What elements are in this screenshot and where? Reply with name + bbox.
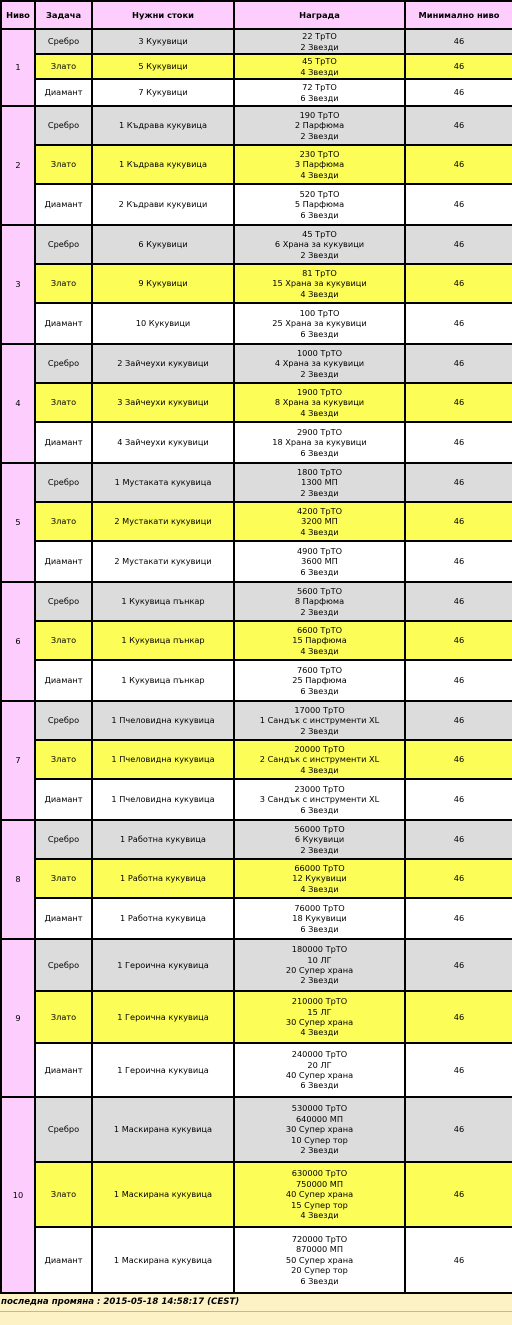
reward-line: 20000 ТрТО — [294, 743, 345, 754]
reward-line: 240000 ТрТО — [291, 1049, 348, 1060]
goods-cell: 1 Кукувица пънкар — [92, 582, 234, 621]
min-level-cell: 46 — [405, 582, 512, 621]
reward-line: 76000 ТрТО — [294, 902, 345, 913]
reward-cell — [234, 1227, 405, 1293]
task-cell: Злато — [35, 1162, 92, 1227]
reward-line: 50 Супер храна — [285, 1254, 354, 1265]
reward-cell — [234, 225, 405, 264]
table-body — [1, 29, 512, 1293]
min-level-cell: 46 — [405, 422, 512, 463]
reward-line: 2 Звезди — [300, 1145, 339, 1156]
goods-cell: 1 Мустаката кукувица — [92, 463, 234, 502]
reward-line: 20 ЛГ — [307, 1059, 332, 1070]
reward-line: 210000 ТрТО — [291, 996, 348, 1007]
reward-line: 30 Супер храна — [285, 1017, 354, 1027]
reward-line: 630000 ТрТО — [291, 1168, 348, 1179]
goods-cell: 5 Кукувици — [92, 54, 234, 79]
min-level-cell: 46 — [405, 29, 512, 54]
table-row — [1, 54, 512, 79]
min-level-cell: 46 — [405, 184, 512, 225]
table-row — [1, 422, 512, 463]
reward-line: 6600 ТрТО — [296, 624, 343, 635]
reward-line: 15 Храна за кукувици — [272, 278, 367, 289]
reward-cell — [234, 779, 405, 820]
min-level-cell: 46 — [405, 779, 512, 820]
table-row — [1, 106, 512, 145]
table-row — [1, 303, 512, 344]
reward-cell — [234, 383, 405, 422]
reward-line: 4 Звезди — [300, 1027, 339, 1038]
goods-cell: 1 Героична кукувица — [92, 939, 234, 991]
reward-line: 8 Храна за кукувици — [274, 397, 365, 408]
reward-line: 6 Звезди — [300, 1080, 339, 1091]
table-row — [1, 1162, 512, 1227]
goods-cell: 2 Къдрави кукувици — [92, 184, 234, 225]
reward-cell — [234, 1097, 405, 1162]
goods-cell: 6 Кукувици — [92, 225, 234, 264]
reward-line: 3200 МП — [301, 516, 338, 527]
goods-cell: 1 Маскирана кукувица — [92, 1162, 234, 1227]
reward-cell — [234, 582, 405, 621]
level-cell: 1 — [1, 29, 35, 106]
task-cell: Злато — [35, 145, 92, 184]
table-row — [1, 344, 512, 383]
task-cell: Сребро — [35, 29, 92, 54]
table-row — [1, 991, 512, 1043]
table-row — [1, 701, 512, 740]
table-row — [1, 79, 512, 106]
reward-line: 6 Звезди — [300, 92, 339, 103]
min-level-cell: 46 — [405, 701, 512, 740]
min-level-cell: 46 — [405, 541, 512, 582]
table-row — [1, 939, 512, 991]
reward-line: 4200 ТрТО — [296, 505, 343, 516]
table-row — [1, 582, 512, 621]
reward-line: 720000 ТрТО — [291, 1233, 348, 1244]
reward-line: 1300 МП — [301, 477, 338, 488]
header-reward: Награда — [234, 1, 405, 29]
reward-line: 5 Парфюма — [294, 199, 345, 210]
reward-line: 56000 ТрТО — [294, 823, 345, 834]
reward-line: 6 Звезди — [300, 923, 339, 934]
task-cell: Диамант — [35, 1043, 92, 1097]
reward-line: 1900 ТрТО — [296, 386, 343, 397]
min-level-cell: 46 — [405, 225, 512, 264]
reward-line: 72 ТрТО — [302, 82, 337, 93]
goods-cell: 7 Кукувици — [92, 79, 234, 106]
table-row — [1, 184, 512, 225]
reward-line: 2 Звезди — [300, 725, 339, 736]
reward-line: 6 Звезди — [300, 209, 339, 220]
reward-line: 6 Звезди — [300, 566, 339, 577]
reward-line: 180000 ТрТО — [291, 944, 348, 955]
reward-line: 1000 ТрТО — [296, 347, 343, 358]
reward-line: 5600 ТрТО — [296, 585, 343, 596]
reward-line: 22 ТрТО — [302, 31, 337, 42]
header-min-level: Минимално ниво — [405, 1, 512, 29]
task-cell: Злато — [35, 502, 92, 541]
reward-line: 4 Храна за кукувици — [274, 358, 365, 369]
reward-cell — [234, 463, 405, 502]
goods-cell: 1 Кукувица пънкар — [92, 621, 234, 660]
goods-cell: 3 Кукувици — [92, 29, 234, 54]
reward-line: 10 Супер тор — [291, 1134, 348, 1145]
reward-line: 15 Парфюма — [292, 635, 347, 646]
goods-cell: 1 Героична кукувица — [92, 1043, 234, 1097]
reward-line: 81 ТрТО — [302, 267, 337, 278]
reward-line: 15 Супер тор — [291, 1199, 348, 1210]
reward-line: 45 ТрТО — [302, 56, 337, 67]
table-row — [1, 225, 512, 264]
reward-line: 12 Кукувици — [292, 873, 347, 884]
task-cell: Сребро — [35, 106, 92, 145]
goods-cell: 9 Кукувици — [92, 264, 234, 303]
task-cell: Злато — [35, 740, 92, 779]
min-level-cell: 46 — [405, 939, 512, 991]
reward-line: 3600 МП — [301, 556, 338, 567]
reward-line: 3 Сандък с инструменти XL — [259, 794, 380, 805]
min-level-cell: 46 — [405, 303, 512, 344]
level-cell: 3 — [1, 225, 35, 344]
reward-cell — [234, 264, 405, 303]
reward-line: 230 ТрТО — [299, 148, 340, 159]
reward-line: 18 Кукувици — [292, 913, 347, 924]
reward-cell — [234, 820, 405, 859]
reward-line: 520 ТрТО — [299, 188, 340, 199]
reward-cell — [234, 859, 405, 898]
table-row — [1, 145, 512, 184]
reward-line: 870000 МП — [295, 1244, 344, 1255]
reward-line: 2 Звезди — [300, 487, 339, 498]
task-cell: Сребро — [35, 225, 92, 264]
reward-cell — [234, 701, 405, 740]
reward-cell — [234, 1162, 405, 1227]
reward-line: 6 Храна за кукувици — [274, 239, 365, 250]
reward-line: 750000 МП — [295, 1178, 344, 1189]
min-level-cell: 46 — [405, 383, 512, 422]
reward-line: 6 Звезди — [300, 447, 339, 458]
reward-cell — [234, 740, 405, 779]
task-cell: Злато — [35, 264, 92, 303]
min-level-cell: 46 — [405, 54, 512, 79]
reward-cell — [234, 79, 405, 106]
goods-cell: 1 Маскирана кукувица — [92, 1227, 234, 1293]
reward-cell — [234, 898, 405, 939]
reward-line: 190 ТрТО — [299, 109, 340, 120]
table-row — [1, 383, 512, 422]
reward-line: 530000 ТрТО — [291, 1103, 348, 1114]
goods-cell: 2 Зайчеухи кукувици — [92, 344, 234, 383]
reward-line: 20 Супер тор — [291, 1265, 348, 1276]
table-row — [1, 898, 512, 939]
reward-cell — [234, 106, 405, 145]
reward-line: 40 Супер храна — [285, 1189, 354, 1200]
level-cell: 4 — [1, 344, 35, 463]
goods-cell: 4 Зайчеухи кукувици — [92, 422, 234, 463]
reward-line: 640000 МП — [295, 1113, 344, 1124]
reward-line: 4900 ТрТО — [296, 545, 343, 556]
table-row — [1, 1227, 512, 1293]
task-cell: Диамант — [35, 660, 92, 701]
reward-line: 20 Супер храна — [285, 965, 354, 975]
reward-line: 7600 ТрТО — [296, 664, 343, 675]
level-cell: 10 — [1, 1097, 35, 1293]
task-cell: Диамант — [35, 541, 92, 582]
task-cell: Злато — [35, 991, 92, 1043]
reward-line: 2 Звезди — [300, 368, 339, 379]
min-level-cell: 46 — [405, 264, 512, 303]
reward-cell — [234, 303, 405, 344]
reward-line: 4 Звезди — [300, 288, 339, 299]
task-cell: Диамант — [35, 779, 92, 820]
reward-cell — [234, 1043, 405, 1097]
reward-line: 25 Храна за кукувици — [272, 318, 367, 329]
reward-line: 2900 ТрТО — [296, 426, 343, 437]
goods-cell: 1 Пчеловидна кукувица — [92, 701, 234, 740]
reward-cell — [234, 145, 405, 184]
min-level-cell: 46 — [405, 859, 512, 898]
task-cell: Злато — [35, 383, 92, 422]
goods-cell: 1 Къдрава кукувица — [92, 106, 234, 145]
reward-cell — [234, 660, 405, 701]
min-level-cell: 46 — [405, 898, 512, 939]
reward-line: 4 Звезди — [300, 407, 339, 418]
goods-cell: 1 Къдрава кукувица — [92, 145, 234, 184]
min-level-cell: 46 — [405, 621, 512, 660]
reward-line: 2 Звезди — [300, 844, 339, 855]
task-cell: Злато — [35, 621, 92, 660]
reward-line: 1800 ТрТО — [296, 466, 343, 477]
table-row — [1, 859, 512, 898]
table-row — [1, 621, 512, 660]
min-level-cell: 46 — [405, 660, 512, 701]
min-level-cell: 46 — [405, 820, 512, 859]
reward-line: 8 Парфюма — [294, 596, 345, 607]
task-cell: Сребро — [35, 582, 92, 621]
goods-cell: 1 Работна кукувица — [92, 859, 234, 898]
goods-cell: 2 Мустакати кукувици — [92, 541, 234, 582]
task-cell: Сребро — [35, 344, 92, 383]
reward-line: 6 Звезди — [300, 1275, 339, 1286]
level-cell: 5 — [1, 463, 35, 582]
table-row — [1, 264, 512, 303]
goods-cell: 1 Маскирана кукувица — [92, 1097, 234, 1162]
header-goods: Нужни стоки — [92, 1, 234, 29]
task-cell: Сребро — [35, 820, 92, 859]
reward-cell — [234, 621, 405, 660]
level-cell: 8 — [1, 820, 35, 939]
reward-line: 3 Парфюма — [294, 159, 345, 170]
level-cell: 6 — [1, 582, 35, 701]
table-row — [1, 740, 512, 779]
min-level-cell: 46 — [405, 502, 512, 541]
min-level-cell: 46 — [405, 79, 512, 106]
reward-line: 10 ЛГ — [307, 954, 332, 965]
goods-cell: 1 Работна кукувица — [92, 820, 234, 859]
reward-cell — [234, 184, 405, 225]
task-cell: Сребро — [35, 1097, 92, 1162]
table-row — [1, 541, 512, 582]
reward-cell — [234, 29, 405, 54]
task-cell: Сребро — [35, 701, 92, 740]
reward-cell — [234, 991, 405, 1043]
goods-cell: 1 Кукувица пънкар — [92, 660, 234, 701]
goods-cell: 1 Работна кукувица — [92, 898, 234, 939]
task-cell: Сребро — [35, 939, 92, 991]
table-header-row — [1, 1, 512, 29]
reward-line: 4 Звезди — [300, 1210, 339, 1221]
reward-line: 6 Звезди — [300, 685, 339, 696]
reward-line: 4 Звезди — [300, 169, 339, 180]
min-level-cell: 46 — [405, 106, 512, 145]
table-row — [1, 1097, 512, 1162]
reward-line: 2 Звезди — [300, 130, 339, 141]
task-cell: Сребро — [35, 463, 92, 502]
min-level-cell: 46 — [405, 991, 512, 1043]
min-level-cell: 46 — [405, 344, 512, 383]
task-cell: Злато — [35, 54, 92, 79]
min-level-cell: 46 — [405, 1097, 512, 1162]
min-level-cell: 46 — [405, 740, 512, 779]
reward-cell — [234, 502, 405, 541]
reward-cell — [234, 541, 405, 582]
goods-cell: 10 Кукувици — [92, 303, 234, 344]
min-level-cell: 46 — [405, 1043, 512, 1097]
reward-line: 4 Звезди — [300, 883, 339, 894]
reward-line: 25 Парфюма — [292, 675, 347, 686]
reward-cell — [234, 939, 405, 991]
level-cell: 7 — [1, 701, 35, 820]
task-cell: Диамант — [35, 422, 92, 463]
reward-line: 100 ТрТО — [299, 307, 340, 318]
reward-line: 1 Сандък с инструменти XL — [259, 715, 380, 726]
reward-line: 2 Звезди — [300, 41, 339, 52]
goods-cell: 3 Зайчеухи кукувици — [92, 383, 234, 422]
reward-line: 6 Кукувици — [294, 834, 345, 845]
task-cell: Диамант — [35, 303, 92, 344]
goods-cell: 1 Пчеловидна кукувица — [92, 740, 234, 779]
table-row — [1, 502, 512, 541]
reward-line: 66000 ТрТО — [294, 862, 345, 873]
min-level-cell: 46 — [405, 463, 512, 502]
reward-line: 2 Звезди — [300, 975, 339, 986]
reward-line: 2 Парфюма — [294, 120, 345, 131]
reward-line: 45 ТрТО — [302, 228, 337, 239]
table-row — [1, 660, 512, 701]
reward-line: 17000 ТрТО — [294, 704, 345, 715]
reward-line: 2 Звезди — [300, 606, 339, 617]
reward-line: 4 Звезди — [300, 645, 339, 656]
table-row — [1, 1043, 512, 1097]
reward-cell — [234, 422, 405, 463]
min-level-cell: 46 — [405, 1227, 512, 1293]
reward-line: 2 Звезди — [300, 249, 339, 260]
level-cell: 2 — [1, 106, 35, 225]
task-cell: Диамант — [35, 184, 92, 225]
last-modified-footer: последна промяна : 2015-05-18 14:58:17 (CEST) — [0, 1294, 512, 1312]
header-task: Задача — [35, 1, 92, 29]
reward-line: 2 Сандък с инструменти XL — [259, 754, 380, 765]
table-row — [1, 463, 512, 502]
reward-line: 4 Звезди — [300, 764, 339, 775]
task-cell: Диамант — [35, 79, 92, 106]
task-cell: Диамант — [35, 1227, 92, 1293]
reward-line: 40 Супер храна — [285, 1070, 354, 1080]
goods-cell: 1 Пчеловидна кукувица — [92, 779, 234, 820]
reward-line: 6 Звезди — [300, 804, 339, 815]
min-level-cell: 46 — [405, 1162, 512, 1227]
goods-cell: 1 Героична кукувица — [92, 991, 234, 1043]
reward-line: 4 Звезди — [300, 526, 339, 537]
reward-cell — [234, 54, 405, 79]
table-row — [1, 779, 512, 820]
task-cell: Злато — [35, 859, 92, 898]
level-cell: 9 — [1, 939, 35, 1097]
reward-line: 15 ЛГ — [307, 1006, 332, 1017]
header-level: Ниво — [1, 1, 35, 29]
reward-line: 6 Звезди — [300, 328, 339, 339]
min-level-cell: 46 — [405, 145, 512, 184]
reward-line: 4 Звезди — [300, 66, 339, 77]
reward-line: 30 Супер храна — [285, 1124, 354, 1135]
table-row — [1, 820, 512, 859]
reward-line: 23000 ТрТО — [294, 783, 345, 794]
goods-cell: 2 Мустакати кукувици — [92, 502, 234, 541]
reward-line: 18 Храна за кукувици — [272, 437, 367, 448]
reward-cell — [234, 344, 405, 383]
task-cell: Диамант — [35, 898, 92, 939]
table-row — [1, 29, 512, 54]
